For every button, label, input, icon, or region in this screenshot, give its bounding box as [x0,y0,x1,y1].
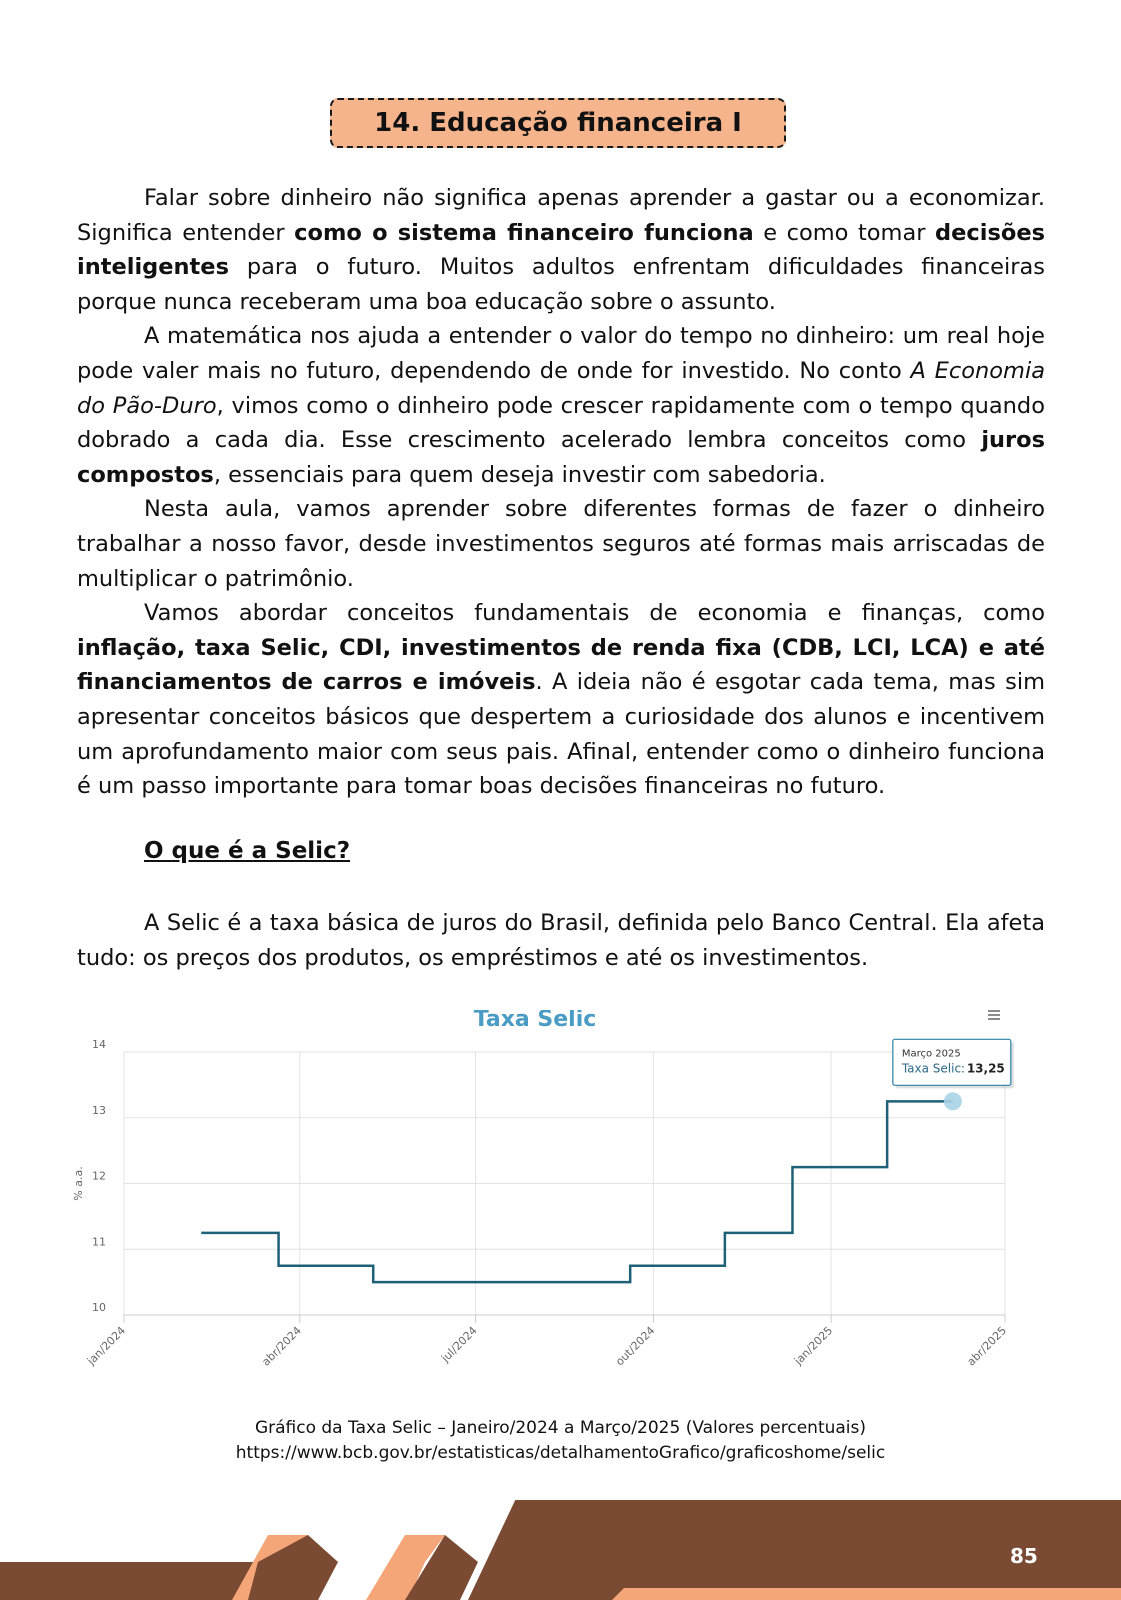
text-run: Falar sobre dinheiro não significa apenas aprender a gastar ou a economizar. Significa entender [77,185,1045,246]
chart-x-ticks [84,1315,1009,1368]
y-tick-label: 11 [92,1235,106,1249]
x-tick-label: abr/2024 [259,1323,304,1369]
page-number: 85 [1010,1544,1038,1568]
selic-text [77,906,1045,975]
intro-paragraph-3 [77,492,1045,596]
text-run: A matemática nos ajuda a entender o valor do tempo no dinheiro: um real hoje pode valer mais no futuro, dependendo de onde for investido. No conto [77,323,1045,384]
x-tick-label: jan/2024 [84,1323,129,1368]
text-run: juros compostos [77,427,1045,488]
y-tick-label: 14 [92,1038,106,1051]
series-line [201,1101,953,1282]
text-run: A Economia do Pão-Duro [77,357,1045,419]
chart-y-ticks [92,1038,106,1314]
caption-title: Gráfico da Taxa Selic – Janeiro/2024 a Março/2025 (Valores percentuais) [254,1418,867,1438]
text-run: Nesta aula, vamos aprender sobre diferentes formas de fazer o dinheiro trabalhar a nosso favor, desde investimentos seguros até formas mais arriscadas de multiplicar o patrimônio. [77,496,1045,592]
intro-paragraph-2 [77,319,1045,492]
chart-menu-icon[interactable] [986,1010,1002,1022]
y-tick-label: 12 [92,1169,106,1183]
x-tick-label: out/2024 [613,1323,658,1369]
chart-series [201,1092,962,1282]
x-tick-label: jan/2025 [791,1323,836,1368]
text-run: . A ideia não é esgotar cada tema, mas sim apresentar conceitos básicos que despertem a curiosidade dos alunos e incentivem um aprofundamento maior com seus pais. Afinal, entender como o dinheiro funciona é um passo importante para tomar boas decisões financeiras no futuro. [77,669,1045,800]
text-run: e como tomar [753,219,936,246]
tooltip-value: 13,25 [966,1061,1005,1076]
chart-y-axis-label: % a.a. [72,1166,85,1201]
footer-peak-1 [248,1535,338,1600]
text-run: como o sistema financeiro funciona [294,219,754,246]
intro-paragraph-1 [77,181,1045,319]
chart-grid [124,1052,1005,1315]
x-tick-label: jul/2024 [438,1323,480,1365]
text-run: Vamos abordar conceitos fundamentais de economia e finanças, como [144,600,1045,627]
text-run: , essenciais para quem deseja investir com sabedoria. [213,461,826,488]
chart-tooltip [893,1039,1014,1088]
chart-caption [0,1416,1121,1466]
selic-paragraph: A Selic é a taxa básica de juros do Brasil, definida pelo Banco Central. Ela afeta tudo: os preços dos produtos, os empréstimos e até os investimentos. [77,910,1045,971]
x-tick-label: abr/2025 [964,1323,1010,1369]
caption-source-link[interactable]: https://www.bcb.gov.br/estatisticas/detalhamentoGrafico/graficoshome/selic [235,1443,886,1463]
section-title [330,98,786,148]
footer-bottom-stripe [612,1588,1121,1600]
y-tick-label: 10 [92,1301,106,1314]
intro-paragraph-4 [77,596,1045,804]
footer-band-left [0,1562,258,1600]
chart-title: Taxa Selic [473,1010,597,1032]
text-run: para o futuro. Muitos adultos enfrentam dificuldades financeiras porque nunca receberam uma boa educação sobre o assunto. [77,254,1045,315]
text-run: decisões inteligentes [77,219,1045,281]
section-title-text: 14. Educação financeira I [374,108,742,138]
selic-subtitle: O que é a Selic? [144,838,351,864]
tooltip-series-label: Taxa Selic: [901,1061,966,1076]
footer-decoration [0,1500,1121,1600]
text-run: , vimos como o dinheiro pode crescer rapidamente com o tempo quando dobrado a cada dia. Esse crescimento acelerado lembra conceitos como [77,392,1045,454]
highlight-point [944,1092,962,1110]
intro-text [77,181,1045,804]
selic-chart [70,1010,1050,1390]
y-tick-label: 13 [92,1103,106,1117]
tooltip-date: Março 2025 [901,1048,961,1060]
text-run: inflação, taxa Selic, CDI, investimentos de renda fixa (CDB, LCI, LCA) e até financiamentos de carros e imóveis [77,634,1045,696]
